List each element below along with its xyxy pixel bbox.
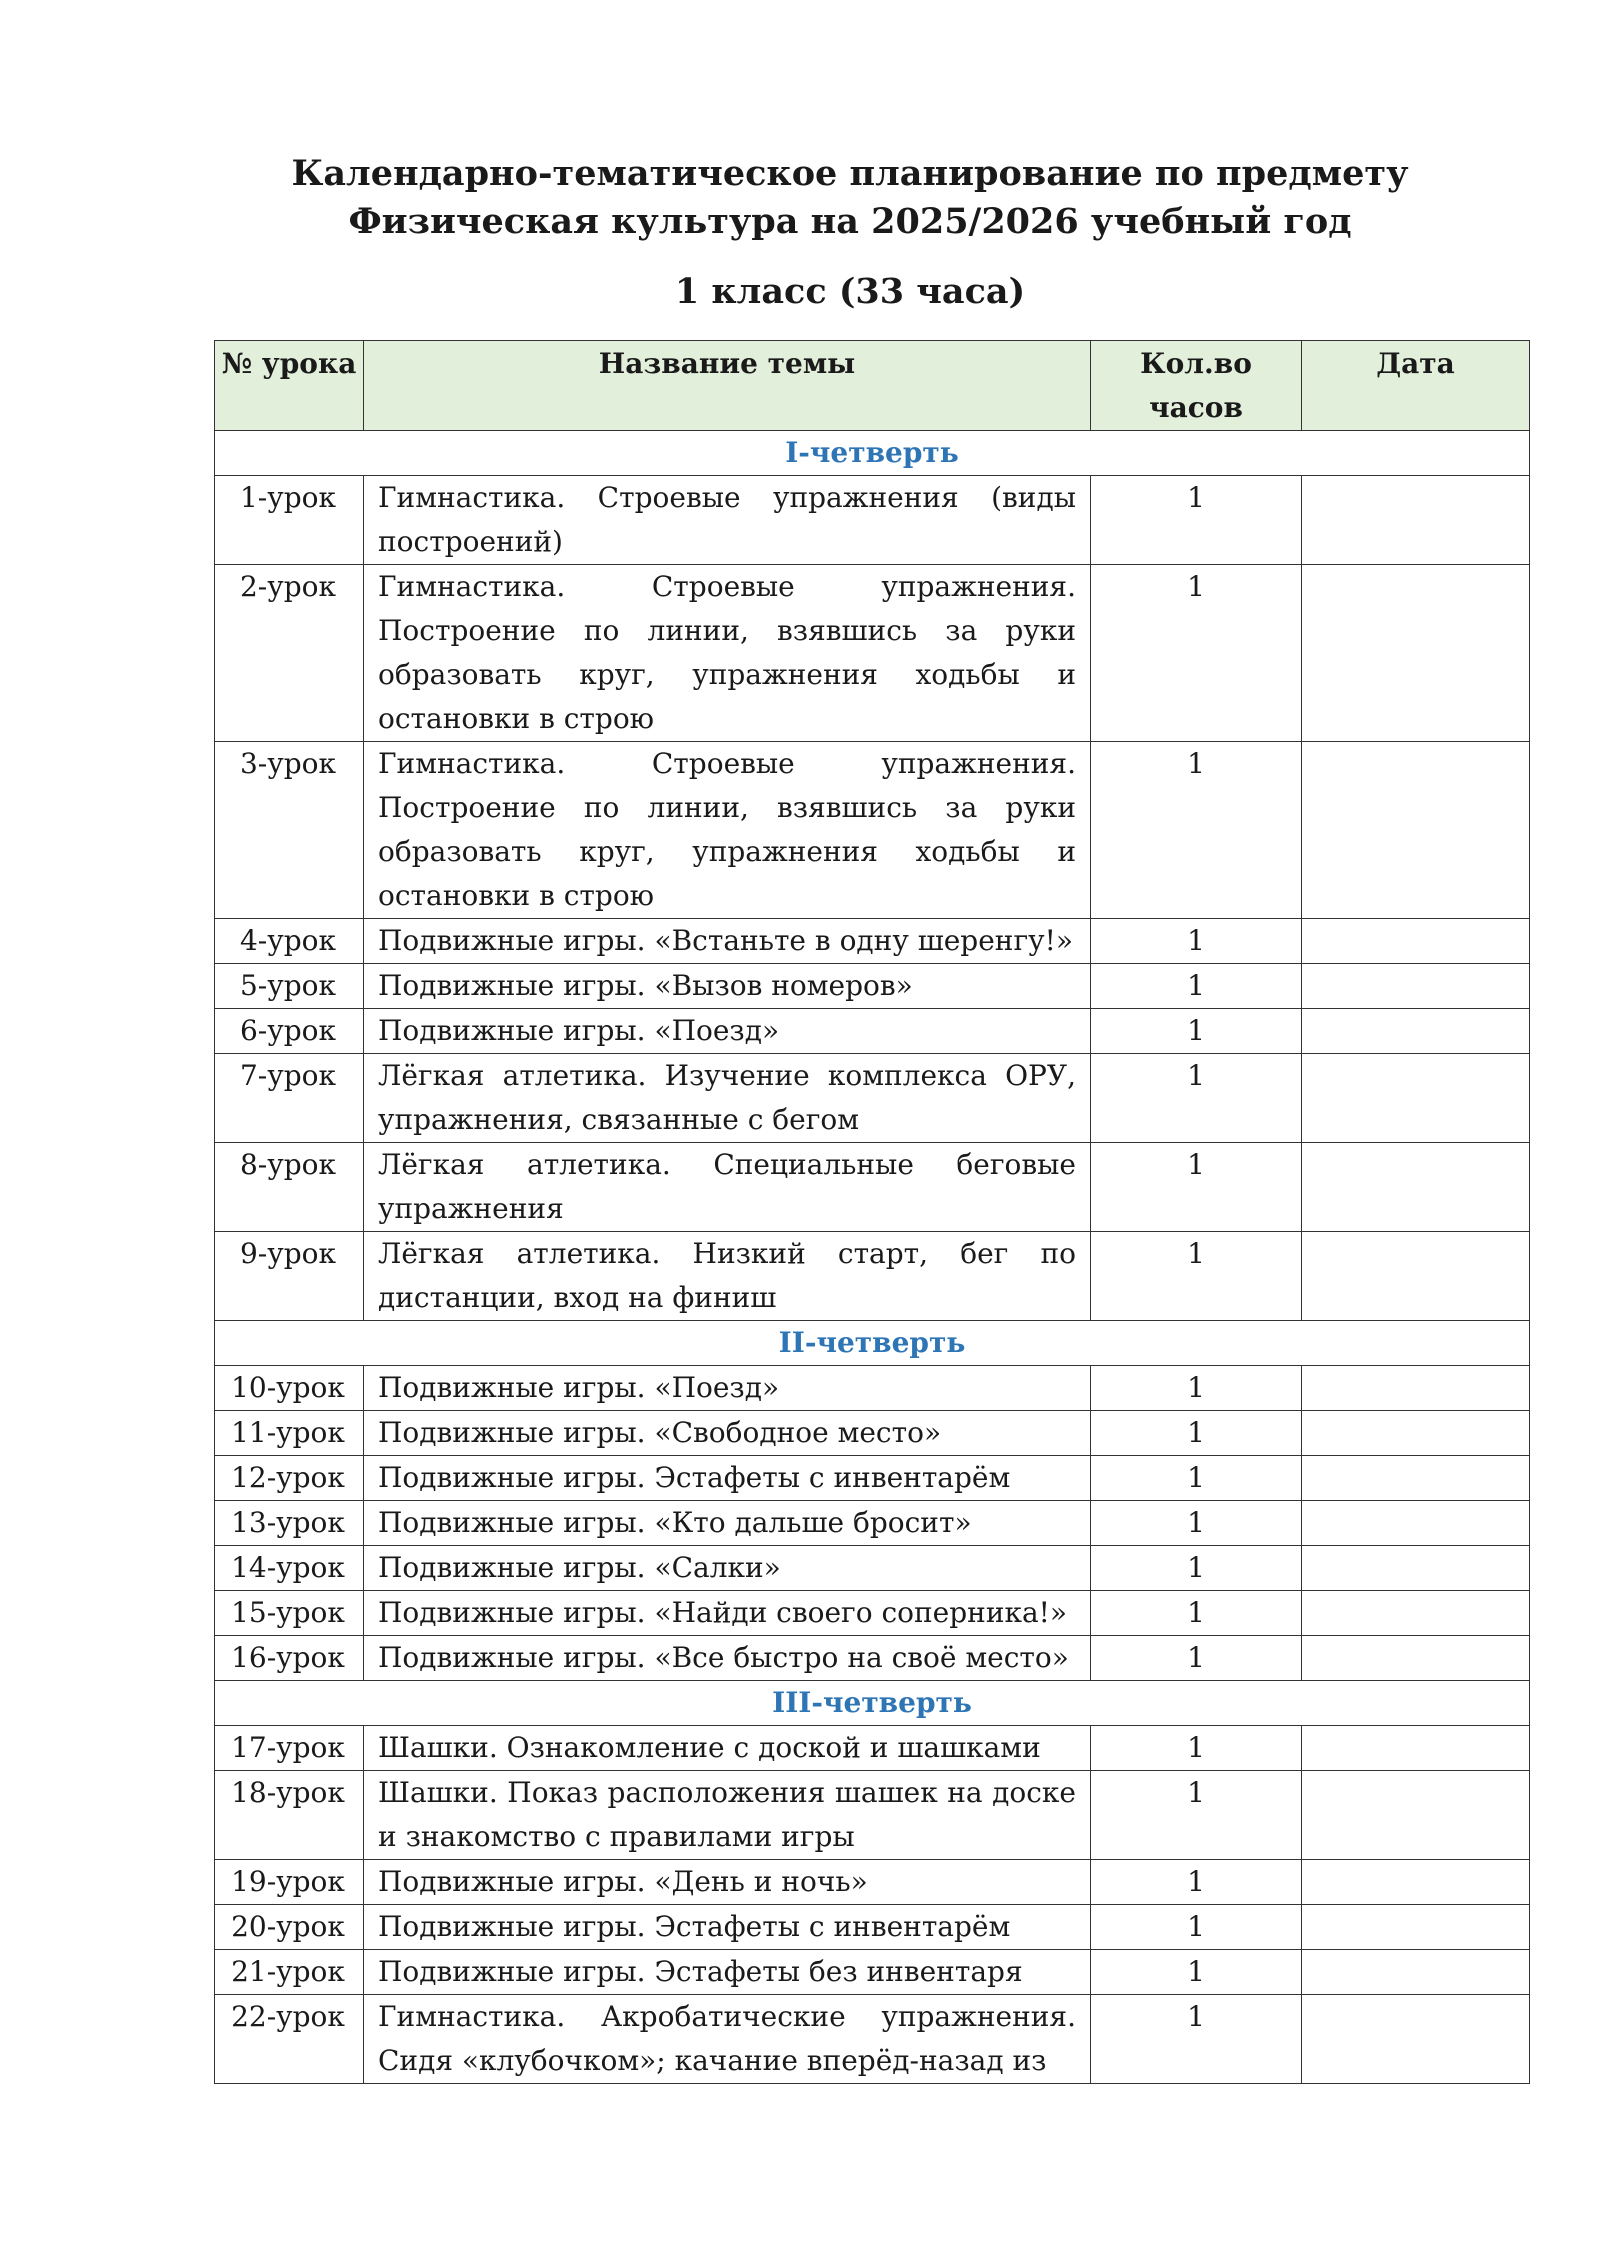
table-row [215,1143,1530,1232]
topic-cell: Подвижные игры. «Поезд» [364,1009,1091,1054]
topic-cell: Подвижные игры. Эстафеты с инвентарём [364,1456,1091,1501]
date-cell [1302,1950,1530,1995]
table-row [215,1860,1530,1905]
topic-cell: Шашки. Показ расположения шашек на доске и знакомство с правилами игры [364,1771,1091,1860]
lesson-number-cell: 4-урок [215,919,364,964]
hours-cell: 1 [1091,919,1302,964]
date-cell [1302,565,1530,742]
date-cell [1302,1054,1530,1143]
header-topic: Название темы [364,341,1091,431]
date-cell [1302,1366,1530,1411]
document-title: Календарно-тематическое планирование по предмету Физическая культура на 2025/2026 учебный год [291,153,1409,242]
table-row [215,1771,1530,1860]
topic-cell: Гимнастика. Акробатические упражнения. Сидя «клубочком»; качание вперёд-назад из [364,1995,1091,2084]
header-date: Дата [1302,341,1530,431]
topic-cell: Подвижные игры. Эстафеты без инвентаря [364,1950,1091,1995]
table-row [215,565,1530,742]
hours-cell: 1 [1091,1726,1302,1771]
lesson-number-cell: 2-урок [215,565,364,742]
topic-cell: Лёгкая атлетика. Низкий старт, бег по дистанции, вход на финиш [364,1232,1091,1321]
topic-cell: Подвижные игры. «Все быстро на своё место» [364,1636,1091,1681]
lesson-number-cell: 8-урок [215,1143,364,1232]
hours-cell: 1 [1091,742,1302,919]
lesson-number-cell: 11-урок [215,1411,364,1456]
table-header-row [215,341,1530,431]
table-row [215,1905,1530,1950]
topic-cell: Гимнастика. Строевые упражнения (виды построений) [364,476,1091,565]
quarter-row [215,1681,1530,1726]
lesson-number-cell: 15-урок [215,1591,364,1636]
date-cell [1302,476,1530,565]
hours-cell: 1 [1091,1366,1302,1411]
date-cell [1302,1591,1530,1636]
quarter-row [215,1321,1530,1366]
date-cell [1302,964,1530,1009]
topic-cell: Подвижные игры. «Салки» [364,1546,1091,1591]
topic-cell: Подвижные игры. «День и ночь» [364,1860,1091,1905]
topic-cell: Подвижные игры. Эстафеты с инвентарём [364,1905,1091,1950]
header-lesson-number: № урока [215,341,364,431]
lesson-number-cell: 7-урок [215,1054,364,1143]
table-row [215,1995,1530,2084]
lesson-number-cell: 9-урок [215,1232,364,1321]
table-row [215,1009,1530,1054]
hours-cell: 1 [1091,1905,1302,1950]
topic-cell: Лёгкая атлетика. Изучение комплекса ОРУ, упражнения, связанные с бегом [364,1054,1091,1143]
lesson-number-cell: 22-урок [215,1995,364,2084]
hours-cell: 1 [1091,1771,1302,1860]
date-cell [1302,1995,1530,2084]
hours-cell: 1 [1091,1411,1302,1456]
date-cell [1302,1501,1530,1546]
date-cell [1302,1232,1530,1321]
table-row [215,1591,1530,1636]
lesson-number-cell: 10-урок [215,1366,364,1411]
lesson-number-cell: 20-урок [215,1905,364,1950]
topic-cell: Подвижные игры. «Встаньте в одну шеренгу!» [364,919,1091,964]
table-row [215,742,1530,919]
lesson-plan-table [214,340,1530,2084]
table-row [215,1411,1530,1456]
hours-cell: 1 [1091,1860,1302,1905]
header-hours: Кол.во часов [1091,341,1302,431]
topic-cell: Подвижные игры. «Свободное место» [364,1411,1091,1456]
hours-cell: 1 [1091,1143,1302,1232]
date-cell [1302,1636,1530,1681]
quarter-label: II-четверть [215,1321,1530,1366]
table-row [215,1456,1530,1501]
topic-cell: Подвижные игры. «Кто дальше бросит» [364,1501,1091,1546]
topic-cell: Подвижные игры. «Найди своего соперника!» [364,1591,1091,1636]
table-row [215,1232,1530,1321]
table-row [215,476,1530,565]
date-cell [1302,1860,1530,1905]
table-row [215,1054,1530,1143]
lesson-number-cell: 17-урок [215,1726,364,1771]
table-row [215,1950,1530,1995]
date-cell [1302,1456,1530,1501]
hours-cell: 1 [1091,1546,1302,1591]
lesson-number-cell: 19-урок [215,1860,364,1905]
topic-cell: Подвижные игры. «Поезд» [364,1366,1091,1411]
date-cell [1302,1009,1530,1054]
date-cell [1302,742,1530,919]
hours-cell: 1 [1091,1636,1302,1681]
hours-cell: 1 [1091,1054,1302,1143]
hours-cell: 1 [1091,1591,1302,1636]
table-row [215,1636,1530,1681]
quarter-label: I-четверть [215,431,1530,476]
hours-cell: 1 [1091,964,1302,1009]
topic-cell: Шашки. Ознакомление с доской и шашками [364,1726,1091,1771]
lesson-number-cell: 16-урок [215,1636,364,1681]
hours-cell: 1 [1091,1009,1302,1054]
hours-cell: 1 [1091,1995,1302,2084]
date-cell [1302,1143,1530,1232]
table-row [215,1501,1530,1546]
date-cell [1302,1726,1530,1771]
hours-cell: 1 [1091,476,1302,565]
topic-cell: Лёгкая атлетика. Специальные беговые упражнения [364,1143,1091,1232]
hours-cell: 1 [1091,565,1302,742]
lesson-number-cell: 3-урок [215,742,364,919]
table-row [215,964,1530,1009]
date-cell [1302,1546,1530,1591]
lesson-number-cell: 18-урок [215,1771,364,1860]
table-row [215,919,1530,964]
lesson-number-cell: 1-урок [215,476,364,565]
hours-cell: 1 [1091,1950,1302,1995]
lesson-number-cell: 21-урок [215,1950,364,1995]
date-cell [1302,1411,1530,1456]
table-row [215,1366,1530,1411]
lesson-number-cell: 5-урок [215,964,364,1009]
topic-cell: Гимнастика. Строевые упражнения. Построение по линии, взявшись за руки образовать круг, упражнения ходьбы и остановки в строю [364,742,1091,919]
lesson-number-cell: 12-урок [215,1456,364,1501]
lesson-number-cell: 14-урок [215,1546,364,1591]
quarter-row [215,431,1530,476]
lesson-number-cell: 13-урок [215,1501,364,1546]
quarter-label: III-четверть [215,1681,1530,1726]
hours-cell: 1 [1091,1232,1302,1321]
date-cell [1302,919,1530,964]
topic-cell: Гимнастика. Строевые упражнения. Построение по линии, взявшись за руки образовать круг, упражнения ходьбы и остановки в строю [364,565,1091,742]
table-row [215,1726,1530,1771]
hours-cell: 1 [1091,1456,1302,1501]
table-row [215,1546,1530,1591]
document-subtitle: 1 класс (33 часа) [674,271,1026,312]
topic-cell: Подвижные игры. «Вызов номеров» [364,964,1091,1009]
date-cell [1302,1905,1530,1950]
table-body [215,431,1530,2084]
hours-cell: 1 [1091,1501,1302,1546]
lesson-number-cell: 6-урок [215,1009,364,1054]
date-cell [1302,1771,1530,1860]
